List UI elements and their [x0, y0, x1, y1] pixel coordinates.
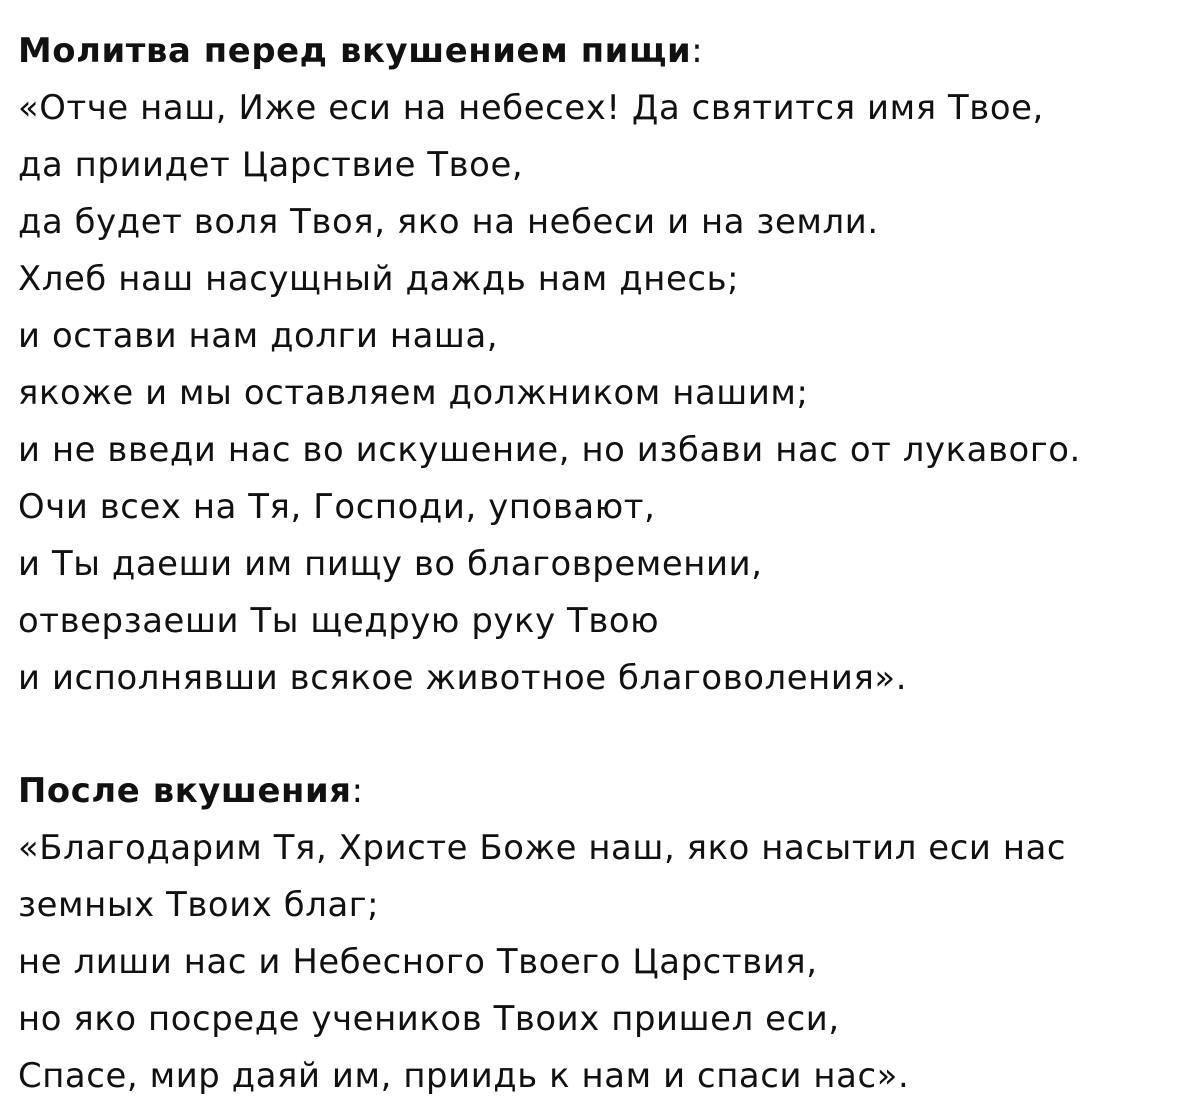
text-line: и исполнявши всякое животное благоволения».	[18, 658, 908, 697]
text-line: и не введи нас во искушение, но избави нас от лукавого.	[18, 430, 1081, 469]
text-line: Хлеб наш насущный даждь нам днесь;	[18, 259, 740, 298]
text-line: и остави нам долги наша,	[18, 316, 499, 355]
text-line: Очи всех на Тя, Господи, уповают,	[18, 487, 656, 526]
section-heading	[18, 22, 1188, 79]
text-line: земных Твоих благ;	[18, 885, 380, 924]
prayer-document	[18, 22, 1188, 1104]
text-line: Спасе, мир даяй им, приидь к нам и спаси нас».	[18, 1056, 910, 1095]
text-line: и Ты даеши им пищу во благовремении,	[18, 544, 763, 583]
heading-colon: :	[691, 31, 704, 70]
heading-title: После вкушения	[18, 771, 352, 810]
text-line: «Отче наш, Иже еси на небесех! Да святится имя Твое,	[18, 88, 1044, 127]
text-line: но яко посреде учеников Твоих пришел еси,	[18, 999, 840, 1038]
text-line: якоже и мы оставляем должником нашим;	[18, 373, 809, 412]
section-heading	[18, 762, 1188, 819]
text-line: да приидет Царствие Твое,	[18, 145, 524, 184]
text-line: не лиши нас и Небесного Твоего Царствия,	[18, 942, 818, 981]
text-line: «Благодарим Тя, Христе Боже наш, яко насытил еси нас	[18, 828, 1067, 867]
heading-colon: :	[351, 771, 364, 810]
text-line: отверзаеши Ты щедрую руку Твою	[18, 601, 660, 640]
prayer-before-meal-section	[18, 22, 1188, 706]
prayer-after-meal-section	[18, 762, 1188, 1104]
heading-title: Молитва перед вкушением пищи	[18, 31, 692, 70]
text-line: да будет воля Твоя, яко на небеси и на земли.	[18, 202, 879, 241]
